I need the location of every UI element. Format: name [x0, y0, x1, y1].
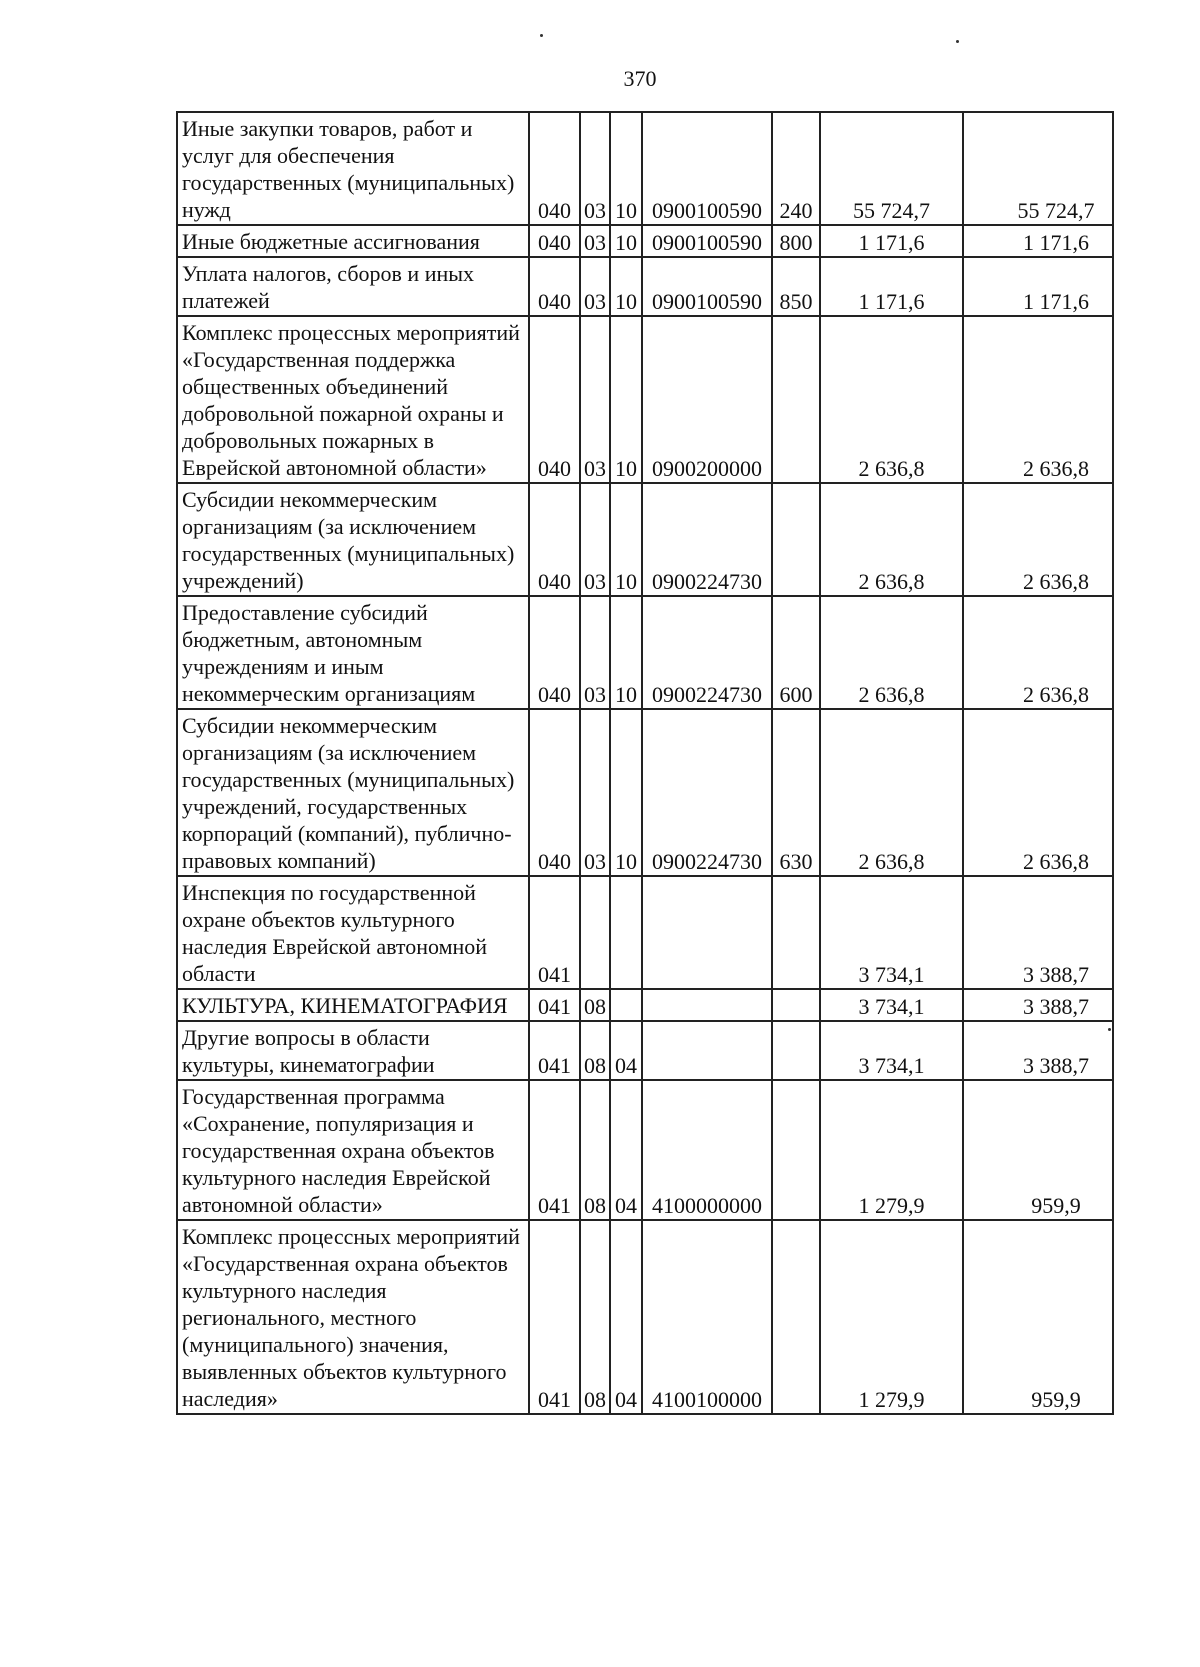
- ministry-code: 040: [529, 225, 580, 257]
- table-row: [177, 989, 1113, 1021]
- page-number: 370: [623, 66, 657, 91]
- table-row: [177, 1220, 1113, 1414]
- target-article-code: 0900100590: [642, 225, 772, 257]
- subsection-code: 04: [610, 1220, 642, 1414]
- expense-type-code: 850: [772, 257, 820, 316]
- expense-type-code: [772, 1080, 820, 1220]
- row-name: Субсидии некоммерческим организациям (за исключением государственных (муниципальных) учреждений): [177, 483, 529, 596]
- section-code: 03: [580, 257, 610, 316]
- table-row: [177, 483, 1113, 596]
- amount-2: 2 636,8: [963, 709, 1113, 876]
- section-code: [580, 876, 610, 989]
- amount-1: 2 636,8: [820, 596, 963, 709]
- target-article-code: [642, 876, 772, 989]
- ministry-code: 041: [529, 876, 580, 989]
- amount-2: 1 171,6: [963, 257, 1113, 316]
- expense-type-code: 630: [772, 709, 820, 876]
- amount-1: 55 724,7: [820, 112, 963, 225]
- ministry-code: 041: [529, 1080, 580, 1220]
- section-code: 03: [580, 709, 610, 876]
- row-name: Другие вопросы в области культуры, кинематографии: [177, 1021, 529, 1080]
- subsection-code: [610, 876, 642, 989]
- amount-1: 3 734,1: [820, 876, 963, 989]
- ministry-code: 040: [529, 316, 580, 483]
- target-article-code: 0900224730: [642, 709, 772, 876]
- section-code: 03: [580, 483, 610, 596]
- table-row: [177, 1080, 1113, 1220]
- row-name: Инспекция по государственной охране объектов культурного наследия Еврейской автономной области: [177, 876, 529, 989]
- amount-1: 2 636,8: [820, 316, 963, 483]
- amount-2: 2 636,8: [963, 316, 1113, 483]
- row-name: Государственная программа «Сохранение, популяризация и государственная охрана объектов культурного наследия Еврейской автономной области»: [177, 1080, 529, 1220]
- expense-type-code: 240: [772, 112, 820, 225]
- ministry-code: 040: [529, 257, 580, 316]
- target-article-code: 4100100000: [642, 1220, 772, 1414]
- target-article-code: 0900100590: [642, 112, 772, 225]
- subsection-code: 10: [610, 257, 642, 316]
- table-row: [177, 709, 1113, 876]
- ministry-code: 041: [529, 1021, 580, 1080]
- amount-1: 1 279,9: [820, 1220, 963, 1414]
- subsection-code: 10: [610, 112, 642, 225]
- scan-speck: [956, 40, 959, 43]
- subsection-code: 10: [610, 709, 642, 876]
- amount-2: 2 636,8: [963, 483, 1113, 596]
- expense-type-code: 800: [772, 225, 820, 257]
- expense-type-code: [772, 876, 820, 989]
- section-code: 08: [580, 1080, 610, 1220]
- row-name: Иные закупки товаров, работ и услуг для обеспечения государственных (муниципальных) нужд: [177, 112, 529, 225]
- ministry-code: 040: [529, 709, 580, 876]
- ministry-code: 040: [529, 596, 580, 709]
- table-row: [177, 876, 1113, 989]
- amount-1: 1 171,6: [820, 225, 963, 257]
- subsection-code: 04: [610, 1021, 642, 1080]
- target-article-code: 0900200000: [642, 316, 772, 483]
- table-row: [177, 257, 1113, 316]
- scan-speck: [540, 34, 543, 37]
- ministry-code: 041: [529, 989, 580, 1021]
- amount-2: 2 636,8: [963, 596, 1113, 709]
- row-name: Иные бюджетные ассигнования: [177, 225, 529, 257]
- section-code: 08: [580, 1220, 610, 1414]
- section-code: 08: [580, 1021, 610, 1080]
- expense-type-code: [772, 316, 820, 483]
- amount-1: 2 636,8: [820, 483, 963, 596]
- amount-1: 3 734,1: [820, 1021, 963, 1080]
- target-article-code: 4100000000: [642, 1080, 772, 1220]
- expense-type-code: [772, 1220, 820, 1414]
- expense-type-code: [772, 1021, 820, 1080]
- table-row: [177, 1021, 1113, 1080]
- table-row: [177, 112, 1113, 225]
- row-name: Предоставление субсидий бюджетным, автономным учреждениям и иным некоммерческим организациям: [177, 596, 529, 709]
- row-name: Комплекс процессных мероприятий «Государственная охрана объектов культурного наследия регионального, местного (муниципального) значения, выявленных объектов культурного наследия»: [177, 1220, 529, 1414]
- budget-table: [176, 111, 1114, 1415]
- row-name: Субсидии некоммерческим организациям (за исключением государственных (муниципальных) учреждений, государственных корпораций (компаний), публично-правовых компаний): [177, 709, 529, 876]
- target-article-code: [642, 1021, 772, 1080]
- expense-type-code: 600: [772, 596, 820, 709]
- section-code: 08: [580, 989, 610, 1021]
- amount-1: 2 636,8: [820, 709, 963, 876]
- section-code: 03: [580, 112, 610, 225]
- subsection-code: 04: [610, 1080, 642, 1220]
- target-article-code: 0900224730: [642, 596, 772, 709]
- ministry-code: 041: [529, 1220, 580, 1414]
- amount-2: 3 388,7: [963, 989, 1113, 1021]
- amount-1: 3 734,1: [820, 989, 963, 1021]
- subsection-code: 10: [610, 596, 642, 709]
- subsection-code: 10: [610, 225, 642, 257]
- row-name: КУЛЬТУРА, КИНЕМАТОГРАФИЯ: [177, 989, 529, 1021]
- expense-type-code: [772, 989, 820, 1021]
- row-name: Уплата налогов, сборов и иных платежей: [177, 257, 529, 316]
- table-row: [177, 596, 1113, 709]
- section-code: 03: [580, 596, 610, 709]
- subsection-code: [610, 989, 642, 1021]
- subsection-code: 10: [610, 483, 642, 596]
- table-row: [177, 225, 1113, 257]
- row-name: Комплекс процессных мероприятий «Государственная поддержка общественных объединений добровольной пожарной охраны и добровольных пожарных в Еврейской автономной области»: [177, 316, 529, 483]
- amount-2: 55 724,7: [963, 112, 1113, 225]
- section-code: 03: [580, 225, 610, 257]
- subsection-code: 10: [610, 316, 642, 483]
- target-article-code: [642, 989, 772, 1021]
- expense-type-code: [772, 483, 820, 596]
- table-row: [177, 316, 1113, 483]
- amount-2: 959,9: [963, 1080, 1113, 1220]
- target-article-code: 0900224730: [642, 483, 772, 596]
- amount-2: 1 171,6: [963, 225, 1113, 257]
- target-article-code: 0900100590: [642, 257, 772, 316]
- ministry-code: 040: [529, 483, 580, 596]
- amount-2: 3 388,7: [963, 876, 1113, 989]
- amount-1: 1 171,6: [820, 257, 963, 316]
- table-body: [177, 112, 1113, 1414]
- amount-1: 1 279,9: [820, 1080, 963, 1220]
- section-code: 03: [580, 316, 610, 483]
- amount-2: 3 388,7: [963, 1021, 1113, 1080]
- ministry-code: 040: [529, 112, 580, 225]
- amount-2: 959,9: [963, 1220, 1113, 1414]
